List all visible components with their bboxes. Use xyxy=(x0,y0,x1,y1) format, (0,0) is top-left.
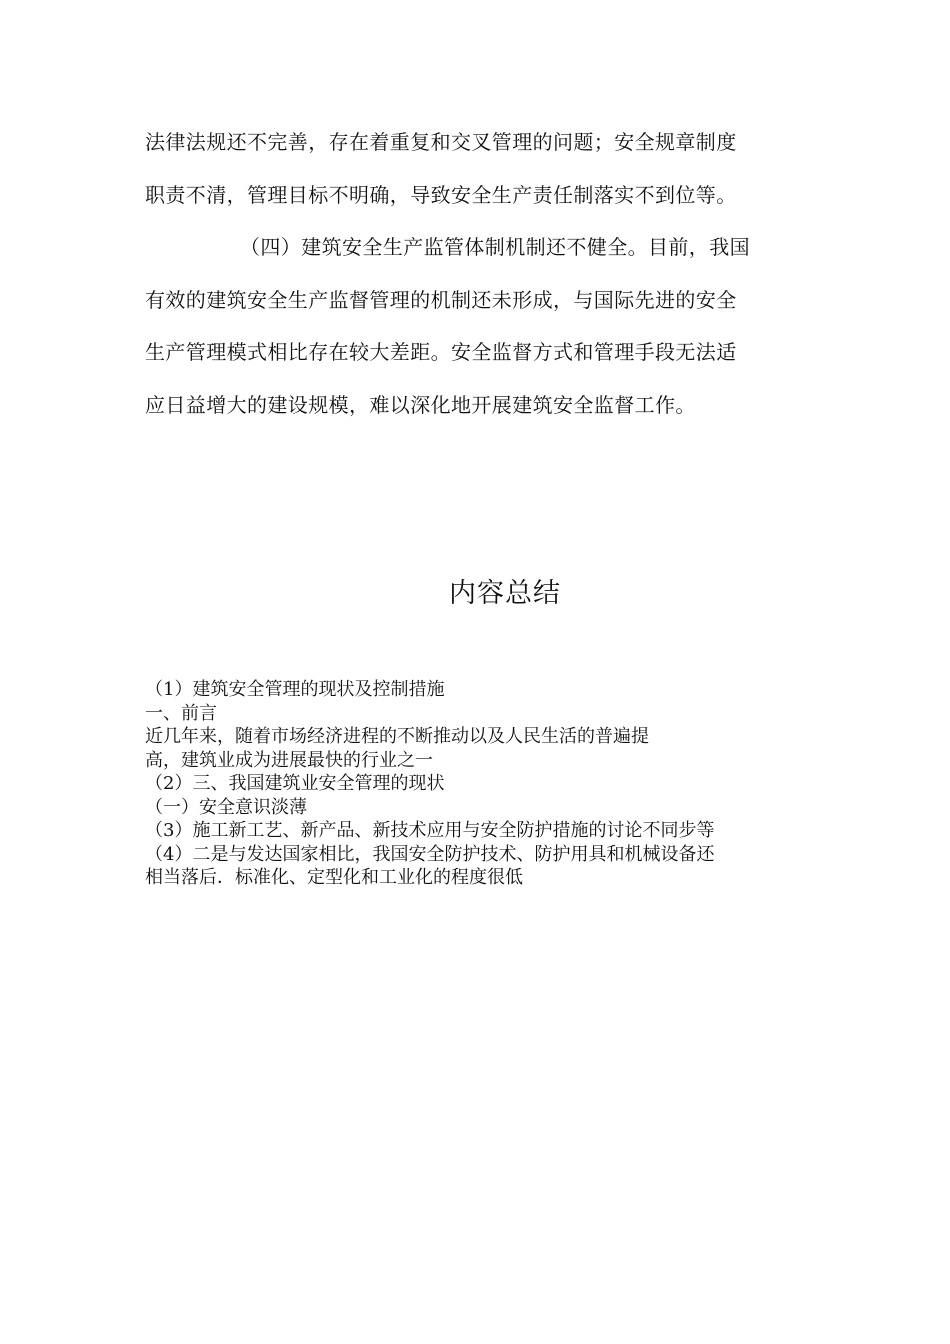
body-line: 应日益增大的建设规模，难以深化地开展建筑安全监督工作。 xyxy=(145,392,696,417)
summary-item: （3）施工新工艺、新产品、新技术应用与安全防护措施的讨论不同步等 xyxy=(145,820,715,841)
body-line: 职责不清，管理目标不明确，导致安全生产责任制落实不到位等。 xyxy=(145,182,737,207)
summary-item: （1）建筑安全管理的现状及控制措施 xyxy=(145,679,445,700)
summary-list xyxy=(145,678,805,890)
summary-text: 高，建筑业成为进展最快的行业之一 xyxy=(145,749,433,771)
body-text xyxy=(145,116,805,431)
summary-text: 相当落后．标准化、定型化和工业化的程度很低 xyxy=(145,867,523,888)
body-line: 生产管理模式相比存在较大差距。安全监督方式和管理手段无法适 xyxy=(145,340,737,364)
body-line: 有效的建筑安全生产监督管理的机制还未形成，与国际先进的安全 xyxy=(145,287,737,312)
body-line: 法律法规还不完善，存在着重复和交叉管理的问题；安全规章制度 xyxy=(145,130,737,154)
summary-title: 内容总结 xyxy=(449,578,561,609)
summary-item: （4）二是与发达国家相比，我国安全防护技术、防护用具和机械设备还 xyxy=(145,843,715,865)
summary-subheading: 一、前言 xyxy=(145,702,217,724)
body-line-section-four: （四）建筑安全生产监管体制机制还不健全。目前，我国 xyxy=(240,235,750,259)
summary-subheading: （一）安全意识淡薄 xyxy=(145,796,307,818)
summary-text: 近几年来，随着市场经济进程的不断推动以及人民生活的普遍提 xyxy=(145,726,649,747)
summary-item: （2）三、我国建筑业安全管理的现状 xyxy=(145,773,445,794)
